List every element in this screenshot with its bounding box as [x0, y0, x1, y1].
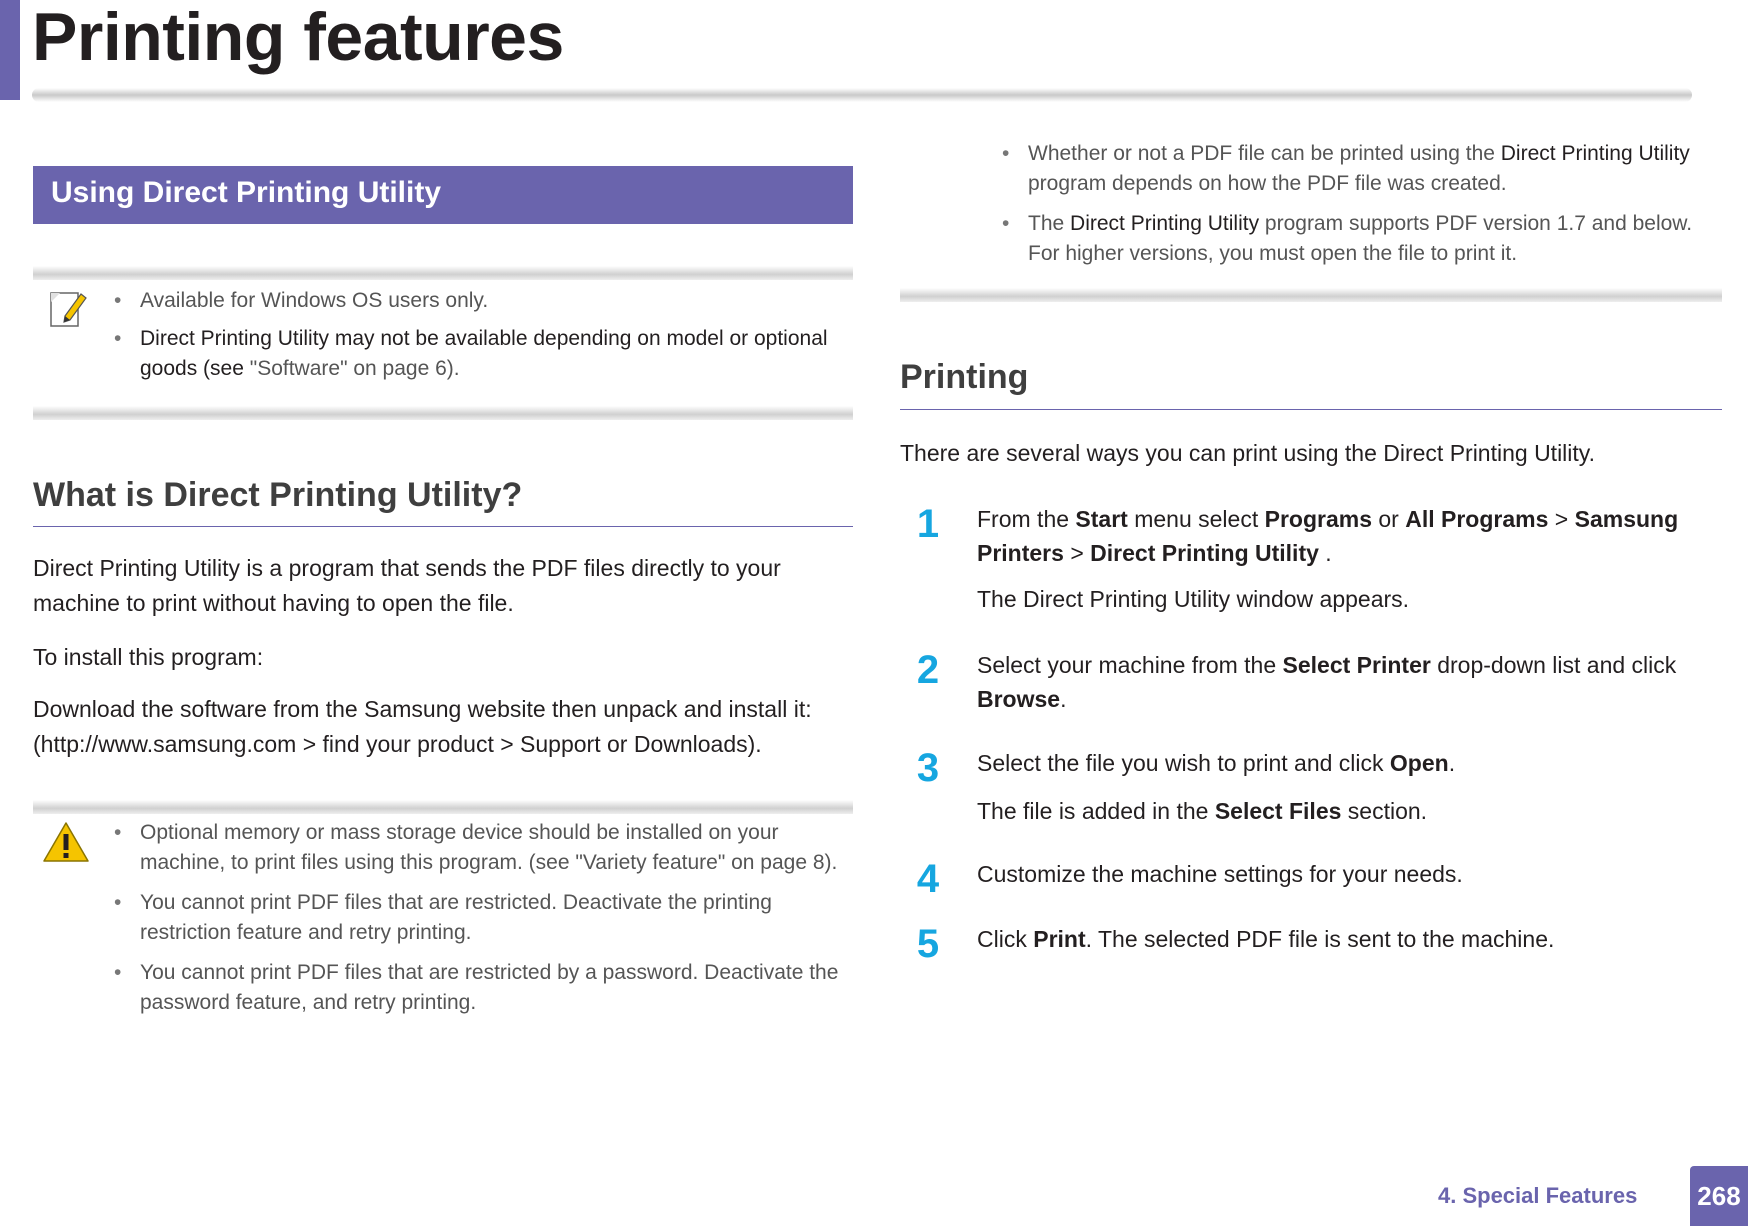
list-item [1000, 139, 1725, 199]
right-notes-bottom-rule [900, 288, 1722, 302]
step-3-text: Select the file you wish to print and click Open. [977, 750, 1456, 776]
note-list [112, 286, 852, 384]
download-instructions: Download the software from the Samsung website then unpack and install it: (http://www.samsung.com > find your product > Support or Downloads). [33, 696, 812, 757]
step-number: 3 [916, 746, 940, 790]
page-number: 268 [1690, 1166, 1748, 1226]
warning-triangle-icon [42, 820, 90, 864]
step-number: 5 [916, 922, 940, 966]
caution-text: You cannot print PDF files that are restricted by a password. Deactivate the password feature, and retry printing. [140, 961, 839, 1014]
heading-underline [33, 526, 853, 527]
heading-underline [900, 409, 1722, 410]
bullet-icon: • [114, 289, 122, 312]
note-text: Whether or not a PDF file can be printed using the [1028, 142, 1501, 165]
what-is-heading: What is Direct Printing Utility? [33, 476, 523, 514]
list-item [112, 958, 852, 1018]
printing-heading: Printing [900, 358, 1029, 396]
step-5-text: Click Print. The selected PDF file is sent to the machine. [977, 926, 1555, 952]
caution-list [112, 818, 852, 1018]
note-text: Direct Printing Utility may not be available depending on model or optional goods (see [140, 327, 828, 380]
step-number: 4 [916, 857, 940, 901]
list-item [112, 818, 852, 878]
step-number: 2 [916, 648, 940, 692]
caution-box-top-rule [33, 800, 853, 814]
note-box-bottom-rule [33, 406, 853, 420]
bullet-icon: • [1002, 142, 1010, 165]
step-2-text: Select your machine from the Select Printer drop-down list and click Browse. [977, 652, 1677, 712]
caution-text: You cannot print PDF files that are restricted. Deactivate the printing restriction feature and retry printing. [140, 891, 772, 944]
note-text: The [1028, 212, 1071, 235]
program-name: Direct Printing Utility [1500, 142, 1690, 165]
footer-chapter-label: 4. Special Features [1438, 1183, 1638, 1208]
bullet-icon: • [114, 891, 122, 914]
list-item [112, 324, 852, 384]
note-text: Available for Windows OS users only. [140, 289, 489, 312]
list-item [1000, 209, 1725, 269]
step-number: 1 [916, 502, 940, 546]
pdf-notes-list [1000, 139, 1725, 269]
list-item [112, 888, 852, 948]
note-box-top-rule [33, 266, 853, 280]
step-3-result: The file is added in the Select Files section. [977, 798, 1428, 824]
page-title: Printing features [32, 0, 564, 75]
section-bar-title: Using Direct Printing Utility [51, 176, 442, 209]
install-intro: To install this program: [33, 644, 264, 670]
step-4-text: Customize the machine settings for your needs. [977, 861, 1463, 887]
title-accent-bar [0, 0, 20, 100]
list-item [112, 286, 852, 316]
step-1-result: The Direct Printing Utility window appears. [977, 586, 1410, 612]
what-is-paragraph: Direct Printing Utility is a program that sends the PDF files directly to your machine to print without having to open the file. [33, 555, 781, 616]
bullet-icon: • [114, 961, 122, 984]
caution-text: Optional memory or mass storage device should be installed on your machine, to print files using this program. (see "Variety feature" on page 8). [140, 821, 838, 874]
note-text: program supports PDF version 1.7 and below. For higher versions, you must open the file to print it. [1028, 212, 1693, 265]
section-bar [33, 166, 853, 224]
step-1-text: From the Start menu select Programs or All Programs > Samsung Printers > Direct Printing Utility . [977, 506, 1679, 566]
bullet-icon: • [1002, 212, 1010, 235]
printing-intro: There are several ways you can print using the Direct Printing Utility. [900, 440, 1595, 466]
bullet-icon: • [114, 821, 122, 844]
title-divider [32, 88, 1692, 102]
software-page-link[interactable]: "Software" on page 6). [249, 357, 460, 380]
bullet-icon: • [114, 327, 122, 350]
note-pencil-icon [48, 288, 88, 330]
note-text: program depends on how the PDF file was created. [1028, 172, 1507, 195]
program-name: Direct Printing Utility [1070, 212, 1260, 235]
